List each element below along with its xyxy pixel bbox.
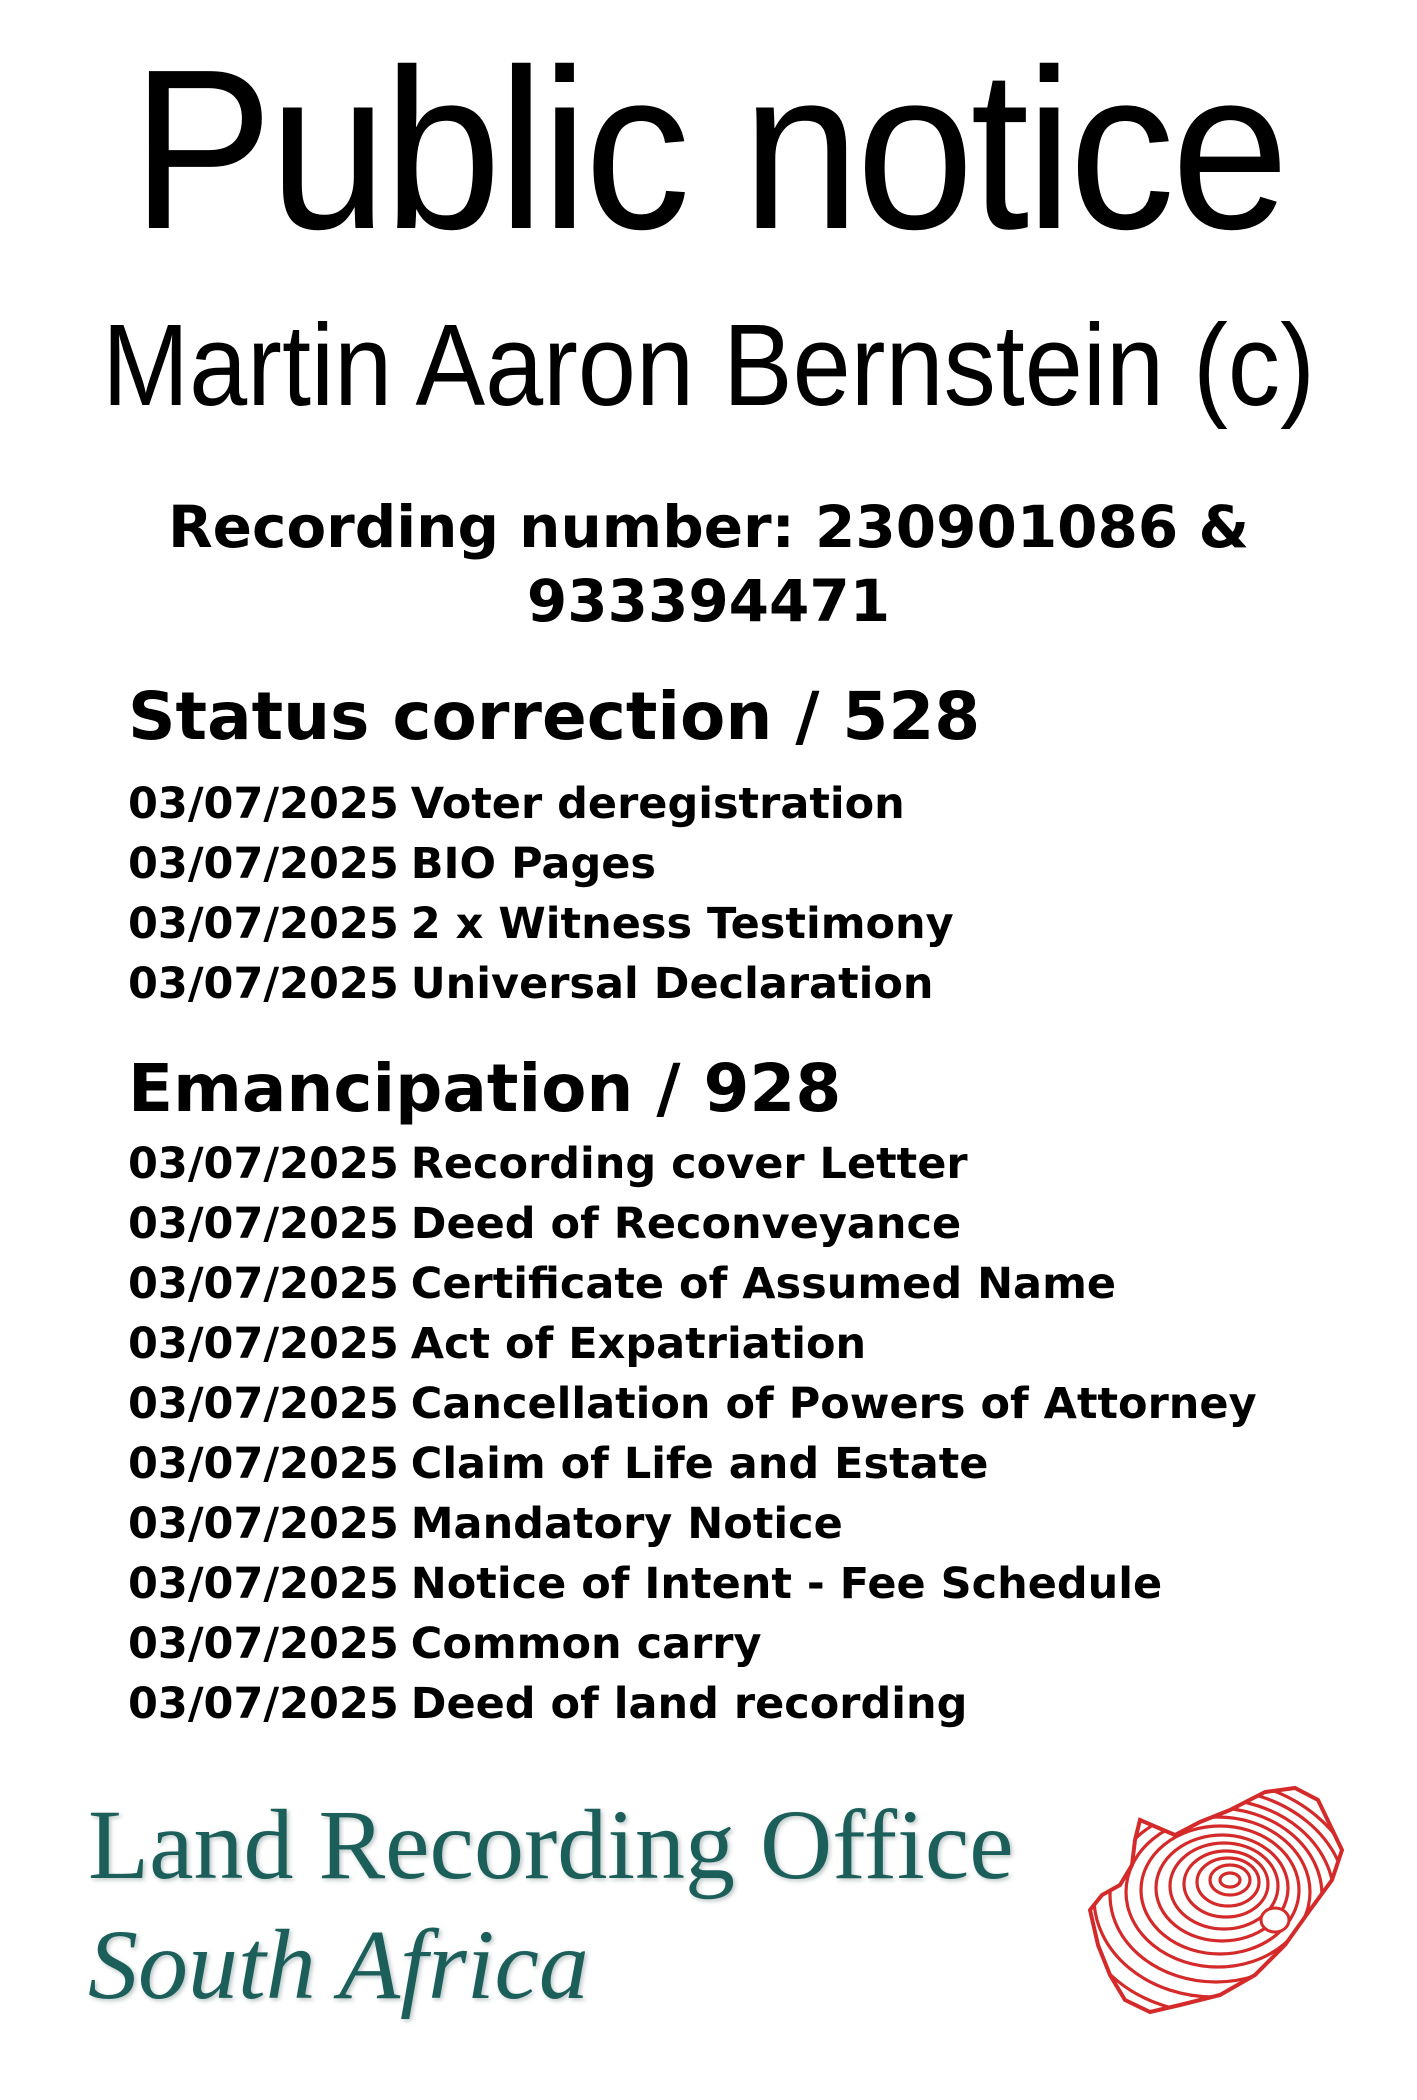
entry-date: 03/07/2025 [128, 779, 399, 829]
entry-text: Universal Declaration [410, 959, 934, 1009]
list-item [128, 1374, 1328, 1434]
list-item [128, 1254, 1328, 1314]
entry-date: 03/07/2025 [128, 899, 399, 949]
entry-text: Mandatory Notice [410, 1499, 843, 1549]
entry-text: 2 x Witness Testimony [410, 899, 954, 949]
entry-date: 03/07/2025 [128, 1679, 399, 1729]
list-item [128, 1134, 1328, 1194]
entry-date: 03/07/2025 [128, 1439, 399, 1489]
section-status-correction [128, 678, 1328, 1014]
person-name: Martin Aaron Bernstein (c) [102, 300, 1315, 430]
entry-date: 03/07/2025 [128, 1199, 399, 1249]
list-item [128, 894, 1328, 954]
south-africa-fingerprint-map-icon [1080, 1780, 1360, 2030]
section-emancipation [128, 1050, 1328, 1734]
entry-text: Deed of Reconveyance [410, 1199, 962, 1249]
list-item [128, 1434, 1328, 1494]
entry-text: Voter deregistration [410, 779, 905, 829]
recording-number: Recording number: 230901086 & 933394471 [167, 493, 1250, 635]
entry-text: Claim of Life and Estate [410, 1439, 989, 1489]
entry-text: Cancellation of Powers of Attorney [410, 1379, 1257, 1429]
entry-date: 03/07/2025 [128, 1499, 399, 1549]
notice-title: Public notice [131, 23, 1286, 277]
office-logo [88, 1790, 1088, 2050]
entry-date: 03/07/2025 [128, 1559, 399, 1609]
entry-text: Notice of Intent - Fee Schedule [410, 1559, 1163, 1609]
list-item [128, 1194, 1328, 1254]
entry-date: 03/07/2025 [128, 1259, 399, 1309]
list-item [128, 954, 1328, 1014]
office-name: Land Recording Office [88, 1789, 1014, 1900]
list-item [128, 834, 1328, 894]
entry-text: Recording cover Letter [410, 1139, 968, 1189]
entry-list [128, 1134, 1328, 1734]
entry-date: 03/07/2025 [128, 839, 399, 889]
entry-date: 03/07/2025 [128, 1319, 399, 1369]
entry-text: Act of Expatriation [410, 1319, 867, 1369]
list-item [128, 1674, 1328, 1734]
entry-text: Deed of land recording [410, 1679, 968, 1729]
entry-list [128, 774, 1328, 1014]
list-item [128, 1554, 1328, 1614]
entry-text: BIO Pages [410, 839, 656, 889]
entry-date: 03/07/2025 [128, 959, 399, 1009]
section-heading: Emancipation / 928 [128, 1050, 842, 1127]
section-heading: Status correction / 528 [128, 678, 981, 755]
entry-text: Common carry [410, 1619, 762, 1669]
entry-date: 03/07/2025 [128, 1139, 399, 1189]
list-item [128, 1314, 1328, 1374]
list-item [128, 774, 1328, 834]
list-item [128, 1494, 1328, 1554]
entry-date: 03/07/2025 [128, 1619, 399, 1669]
list-item [128, 1614, 1328, 1674]
entry-text: Certificate of Assumed Name [410, 1259, 1117, 1309]
office-country: South Africa [88, 1909, 589, 2020]
entry-date: 03/07/2025 [128, 1379, 399, 1429]
